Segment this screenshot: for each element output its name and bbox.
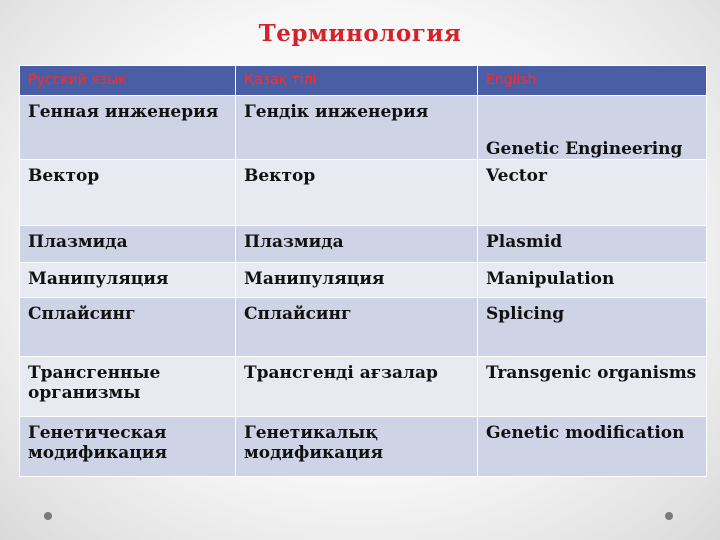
table-row — [20, 263, 707, 298]
cell-kazakh: Генетикалық модификация — [236, 417, 478, 477]
header-english: English — [478, 66, 707, 96]
table-row — [20, 160, 707, 226]
cell-english: Genetic modification — [478, 417, 707, 477]
cell-english: Vector — [478, 160, 707, 226]
table-row — [20, 417, 707, 477]
table-header-row — [20, 66, 707, 96]
table-row — [20, 96, 707, 160]
decorative-dot-left — [44, 512, 52, 520]
decorative-dot-right — [665, 512, 673, 520]
header-russian: Русский язык — [20, 66, 236, 96]
cell-russian: Сплайсинг — [20, 298, 236, 357]
table-row — [20, 357, 707, 417]
cell-kazakh: Сплайсинг — [236, 298, 478, 357]
table-row — [20, 226, 707, 263]
cell-kazakh: Плазмида — [236, 226, 478, 263]
cell-kazakh: Манипуляция — [236, 263, 478, 298]
cell-english: Genetic Engineering — [478, 96, 707, 160]
cell-russian: Генетическая модификация — [20, 417, 236, 477]
cell-english: Splicing — [478, 298, 707, 357]
cell-russian: Манипуляция — [20, 263, 236, 298]
cell-english: Manipulation — [478, 263, 707, 298]
cell-kazakh: Гендік инженерия — [236, 96, 478, 160]
cell-russian: Трансгенные организмы — [20, 357, 236, 417]
cell-russian: Генная инженерия — [20, 96, 236, 160]
cell-russian: Плазмида — [20, 226, 236, 263]
header-kazakh: Қазақ тілі — [236, 66, 478, 96]
cell-english: Transgenic organisms — [478, 357, 707, 417]
cell-kazakh: Трансгенді ағзалар — [236, 357, 478, 417]
cell-kazakh: Вектор — [236, 160, 478, 226]
slide-title: Терминология — [258, 20, 462, 47]
terminology-table — [19, 65, 707, 477]
cell-russian: Вектор — [20, 160, 236, 226]
table-row — [20, 298, 707, 357]
cell-english: Plasmid — [478, 226, 707, 263]
